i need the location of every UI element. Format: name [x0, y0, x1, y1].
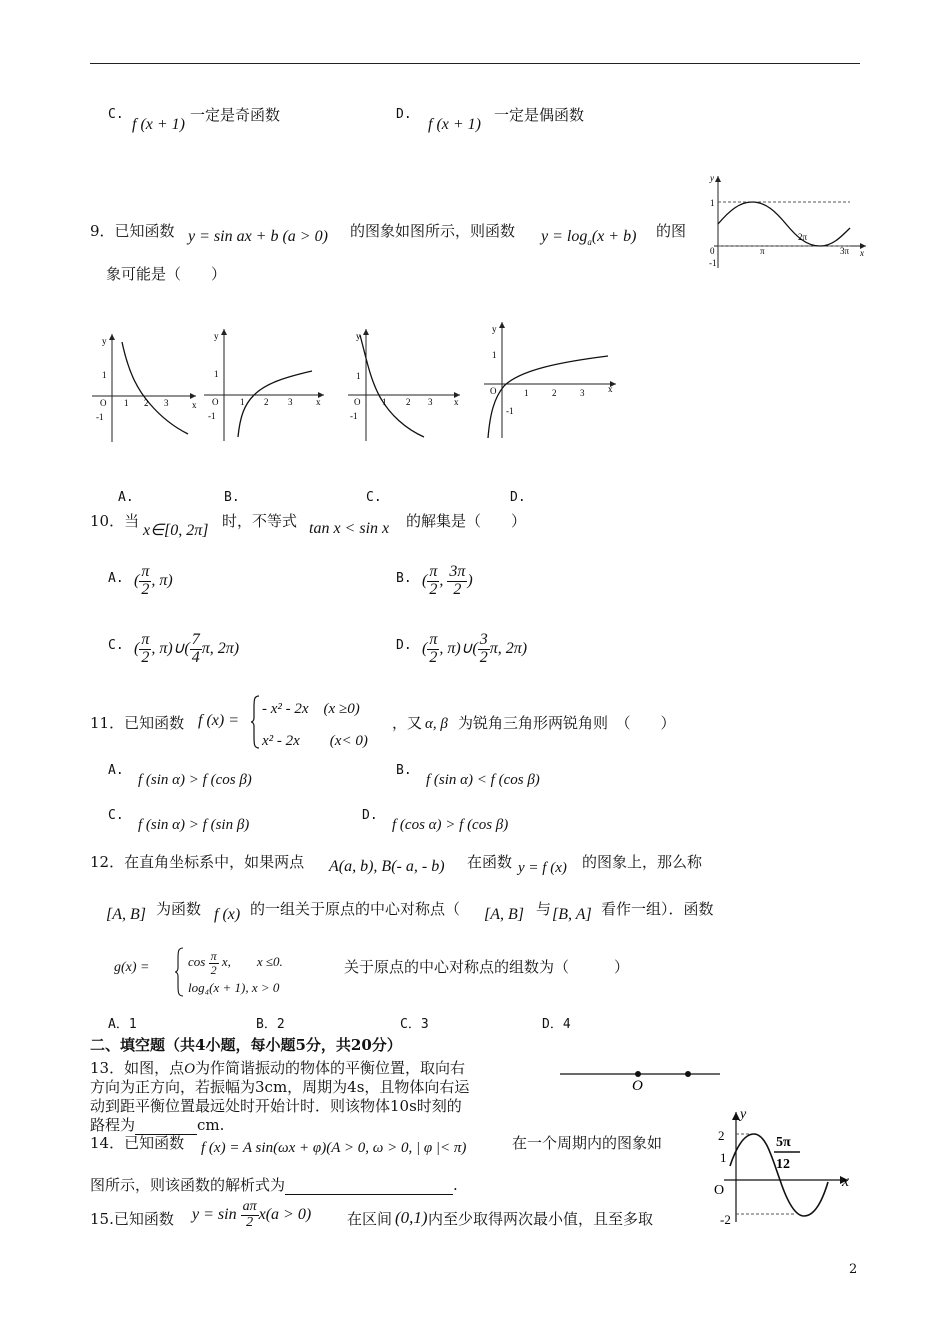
- q12-g-case1: cos $\frac{\pi}{2}$ x, x ≤0.: [188, 949, 283, 977]
- fig-y: y: [710, 173, 714, 183]
- svg-text:1: 1: [214, 369, 219, 379]
- q9-sine-figure: [700, 172, 872, 272]
- q11-d-label: D.: [362, 808, 378, 823]
- q10-prefix: 10．当: [90, 512, 140, 530]
- fig-three-pi: 3π: [840, 246, 850, 256]
- q10-a-label: A.: [108, 571, 124, 586]
- q10-mid: 时，不等式: [222, 512, 298, 530]
- q10-c-label: C.: [108, 638, 124, 653]
- q9-option-d: D.: [510, 490, 526, 505]
- q12-l2-d: 看作一组）．函数: [601, 900, 714, 918]
- q8-d-expr: f (x + 1): [428, 116, 481, 133]
- q9-graph-a: [88, 330, 200, 445]
- fig-x: x: [860, 248, 864, 258]
- svg-text:-1: -1: [350, 411, 358, 421]
- svg-text:3: 3: [428, 397, 433, 407]
- svg-text:2: 2: [552, 388, 557, 398]
- svg-text:x: x: [454, 397, 459, 407]
- q9-option-b: B.: [224, 490, 240, 505]
- q12-option-a: A．1: [108, 1017, 137, 1032]
- q12-mid: 在函数: [467, 853, 513, 871]
- section-2-title: 二、填空题（共4小题，每小题5分，共20分）: [90, 1036, 402, 1054]
- q12-suffix: 的图象上，那么称: [582, 853, 703, 871]
- q12-l2-c: 与: [536, 900, 552, 918]
- q14-fig-y: y: [740, 1107, 747, 1122]
- svg-text:1: 1: [240, 397, 245, 407]
- svg-text:1: 1: [524, 388, 529, 398]
- q8-c-text: 一定是奇函数: [190, 106, 281, 124]
- q12-l2-f: f (x): [214, 906, 241, 923]
- q10-a-expr: ( $\frac{\pi}{2}$ , π): [134, 563, 173, 598]
- q12-l2-a: 为函数: [156, 900, 202, 918]
- svg-text:1: 1: [124, 398, 129, 408]
- q10-b-label: B.: [396, 571, 412, 586]
- q14-fig-neg-two: -2: [720, 1212, 731, 1227]
- fig-o: 0: [710, 246, 715, 256]
- svg-text:O: O: [490, 386, 497, 396]
- page-number: 2: [849, 1262, 858, 1277]
- q12-l2-ab2: [A, B]: [484, 906, 524, 923]
- q12-g-case2: log₄(x + 1), x > 0: [188, 980, 280, 995]
- header-rule: [90, 63, 860, 64]
- q8-d-label: D.: [396, 107, 412, 122]
- svg-text:1: 1: [382, 397, 387, 407]
- svg-text:y: y: [492, 324, 497, 334]
- q11-a-label: A.: [108, 763, 124, 778]
- q10-d-expr: ( $\frac{\pi}{2}$ , π)∪( $\frac{3}{2}$ π, 2π): [422, 631, 528, 666]
- q14-fig-two: 2: [718, 1128, 725, 1143]
- q15-prefix: 15.已知函数: [90, 1210, 174, 1228]
- q12-option-c: C．3: [400, 1017, 429, 1032]
- svg-text:2: 2: [144, 398, 149, 408]
- q11-b-label: B.: [396, 763, 412, 778]
- q14-fig-o: O: [714, 1183, 725, 1198]
- svg-text:-1: -1: [208, 411, 216, 421]
- q12-func: y = f (x): [518, 860, 567, 876]
- q13-line4: 路程为 cm.: [90, 1116, 225, 1134]
- q14-line2: 图所示，则该函数的解析式为 .: [90, 1176, 458, 1194]
- svg-text:3: 3: [164, 398, 169, 408]
- q9-suffix: 的图: [656, 222, 687, 240]
- svg-text:3: 3: [288, 397, 293, 407]
- q13-fig-o: O: [632, 1078, 643, 1092]
- q14-fig-x: x: [842, 1173, 850, 1190]
- svg-text:3: 3: [580, 388, 585, 398]
- q13-line2: 方向为正方向，若振幅为3cm，周期为4s，且物体向右运: [90, 1078, 470, 1096]
- q9-graph-c: [344, 325, 464, 445]
- q11-c-expr: f (sin α) > f (sin β): [138, 817, 250, 833]
- q12-l2-ba: [B, A]: [552, 906, 592, 923]
- svg-text:1: 1: [492, 350, 497, 360]
- q10-cond: x∈[0, 2π]: [143, 522, 209, 539]
- q11-case2: x² - 2x (x< 0): [262, 733, 368, 749]
- q14-expr: f (x) = A sin(ωx + φ)(A > 0, ω > 0, | φ |< π): [201, 1140, 467, 1156]
- q9-prefix: 9．已知函数: [90, 222, 175, 240]
- q12-option-b: B．2: [256, 1017, 285, 1032]
- q9-expr2: $y = \log_a(x + b)$: [541, 228, 637, 248]
- fig-one: 1: [710, 198, 715, 208]
- q11-prefix: 11．已知函数: [90, 714, 185, 732]
- q9-graph-d: [480, 318, 620, 440]
- svg-text:1: 1: [356, 371, 361, 381]
- q12-brace: [174, 946, 184, 998]
- q9-expr1: y = sin ax + b (a > 0): [188, 228, 328, 245]
- q12-l2-ab: [A, B]: [106, 906, 146, 923]
- q14-fig-one: 1: [720, 1150, 727, 1165]
- svg-text:-1: -1: [506, 406, 514, 416]
- q9-line2: 象可能是（ ）: [106, 265, 227, 283]
- svg-text:2: 2: [264, 397, 269, 407]
- svg-text:x: x: [192, 400, 197, 410]
- q12-l3-tail: 关于原点的中心对称点的组数为（ ）: [344, 958, 630, 976]
- q10-suffix: 的解集是（ ）: [406, 512, 527, 530]
- q11-d-expr: f (cos α) > f (cos β): [392, 817, 509, 833]
- svg-text:O: O: [354, 397, 361, 407]
- q14-fig-num: 5π: [776, 1135, 791, 1150]
- q12-option-d: D．4: [542, 1017, 571, 1032]
- q14-suffix: 在一个周期内的图象如: [512, 1134, 663, 1152]
- q11-b-expr: f (sin α) < f (cos β): [426, 772, 540, 788]
- svg-text:y: y: [102, 336, 107, 346]
- q14-fig-den: 12: [776, 1157, 790, 1172]
- fig-neg-one: -1: [709, 258, 717, 268]
- q11-fx: f (x) =: [198, 712, 239, 729]
- q11-c-label: C.: [108, 808, 124, 823]
- q9-graph-b: [200, 325, 328, 445]
- svg-text:x: x: [608, 384, 613, 394]
- q11-a-expr: f (sin α) > f (cos β): [138, 772, 252, 788]
- svg-text:x: x: [316, 397, 321, 407]
- q13-line1: 13．如图，点O为作简谐振动的物体的平衡位置，取向右: [90, 1059, 465, 1077]
- q13-line3: 动到距平衡位置最远处时开始计时．则该物体10s时刻的: [90, 1097, 462, 1115]
- q11-brace: [250, 694, 260, 750]
- q9-option-a: A.: [118, 490, 134, 505]
- q9-option-c: C.: [366, 490, 382, 505]
- q12-g: g(x) =: [114, 960, 150, 975]
- svg-text:y: y: [214, 331, 219, 341]
- q12-prefix: 12．在直角坐标系中，如果两点: [90, 853, 305, 871]
- q15-interval: (0,1): [395, 1208, 428, 1227]
- q15-expr: y = sin $\frac{a\pi}{2}$ x(a > 0): [192, 1199, 312, 1230]
- q8-c-expr: f (x + 1): [132, 116, 185, 133]
- svg-text:2: 2: [406, 397, 411, 407]
- svg-text:-1: -1: [96, 412, 104, 422]
- svg-text:y: y: [356, 331, 361, 341]
- q11-ab: α, β: [425, 716, 448, 732]
- q8-d-text: 一定是偶函数: [494, 106, 585, 124]
- svg-text:O: O: [212, 397, 219, 407]
- q14-sine-figure: [704, 1106, 860, 1228]
- q10-d-label: D.: [396, 638, 412, 653]
- q11-mid: ，又: [392, 714, 423, 732]
- q15-mid: 在区间: [347, 1210, 393, 1228]
- q13-oscillation-figure: [556, 1062, 724, 1092]
- q10-b-expr: ( $\frac{\pi}{2}$ , $\frac{3\pi}{2}$ ): [422, 563, 473, 598]
- q11-case1: - x² - 2x (x ≥0): [262, 701, 360, 717]
- q15-suffix: 内至少取得两次最小值，且至多取: [428, 1210, 654, 1228]
- q12-points: A(a, b), B(- a, - b): [329, 858, 445, 875]
- fig-two-pi: 2π: [798, 232, 808, 242]
- fig-pi: π: [760, 246, 765, 256]
- q11-suffix: 为锐角三角形两锐角则 （ ）: [458, 714, 676, 732]
- svg-text:1: 1: [102, 370, 107, 380]
- q10-ineq: tan x < sin x: [309, 520, 390, 537]
- q10-c-expr: ( $\frac{\pi}{2}$ , π)∪( $\frac{7}{4}$ π, 2π): [134, 631, 240, 666]
- q8-c-label: C.: [108, 107, 124, 122]
- q12-l2-b: 的一组关于原点的中心对称点（: [250, 900, 461, 918]
- q9-mid: 的图象如图所示，则函数: [350, 222, 516, 240]
- svg-text:O: O: [100, 398, 107, 408]
- q14-prefix: 14．已知函数: [90, 1134, 185, 1152]
